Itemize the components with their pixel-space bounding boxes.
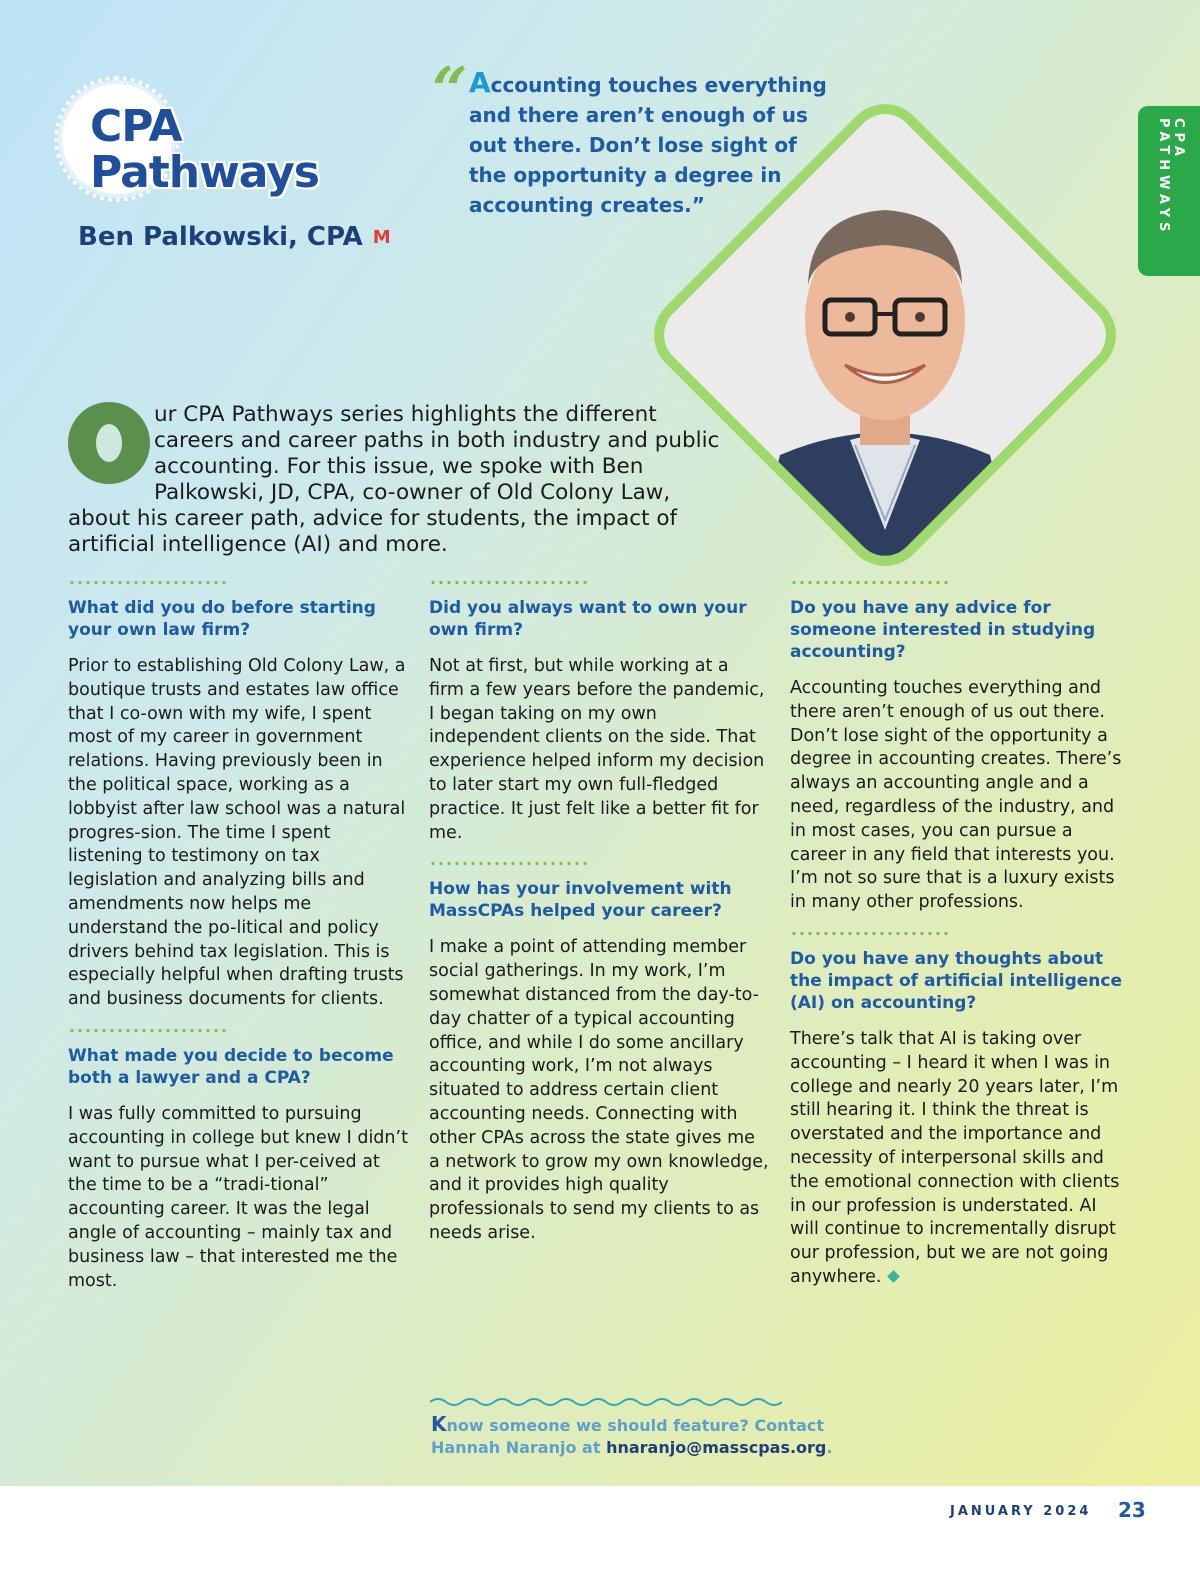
- question-heading: What did you do before starting your own law firm?: [68, 598, 376, 640]
- dotted-divider: [790, 580, 950, 585]
- question-heading: Did you always want to own your own firm?: [429, 598, 747, 640]
- intro-drop-cap: [68, 402, 150, 484]
- question-heading: Do you have any advice for someone interested in studying accounting?: [790, 598, 1096, 662]
- answer-paragraph: I was fully committed to pursuing accounting in college but knew I didn’t want to pursue what I per-ceived at the time to be a “tradi-tional” accounting career. It was the legal angle of accounting – mainly tax and business law – that interested me the most.: [68, 1103, 408, 1291]
- section-tab: [1138, 106, 1200, 276]
- column-2: [429, 580, 769, 1262]
- answer-text: There’s talk that AI is taking over accounting – I heard it when I was in college and nearly 20 years later, I’m still hearing it. I think the threat is overstated and the importance and necessity of interpersonal skills and the emotional connection with clients in our profession is understated. AI will continue to incrementally disrupt our profession, but we are not going anywhere.: [790, 1028, 1120, 1287]
- answer-paragraph: Prior to establishing Old Colony Law, a boutique trusts and estates law office that I co-own with my wife, I spent most of my career in government relations. Having previously been in the political space, working as a lobbyist after law school was a natural progres-sion. The time I spent listening to testimony on tax legislation and analyzing bills and amendments now helps me understand the po-litical and policy drivers behind tax legislation. This is especially helpful when drafting trusts and business documents for clients.: [68, 656, 406, 1010]
- feature-note-trailing: .: [826, 1438, 833, 1457]
- member-mark-icon: M: [372, 227, 391, 248]
- feature-note-text: now someone we should feature? Contact Hannah Naranjo at: [431, 1416, 825, 1457]
- title-line-1: CPA: [90, 101, 182, 152]
- pull-quote-text: ccounting touches everything and there aren’t enough of us out there. Don’t lose sight of the opportunity a degree in accounting creates.”: [469, 73, 827, 217]
- dotted-divider: [429, 580, 589, 585]
- author-name: [78, 222, 391, 252]
- column-1: [68, 580, 408, 1309]
- title-line-2: Pathways: [90, 147, 319, 198]
- dotted-divider: [68, 1028, 228, 1033]
- dotted-divider: [68, 580, 228, 585]
- contact-email-link[interactable]: hnaranjo@masscpas.org: [606, 1438, 827, 1457]
- end-mark-icon: [888, 1271, 901, 1284]
- dotted-divider: [429, 861, 589, 866]
- pull-quote-drop-letter: A: [469, 66, 491, 99]
- feature-contact-note: [431, 1413, 851, 1459]
- answer-paragraph: [790, 1028, 1130, 1290]
- question-heading: What made you decide to become both a lawyer and a CPA?: [68, 1045, 394, 1088]
- issue-date: JANUARY 2024: [950, 1504, 1092, 1519]
- question-heading: How has your involvement with MassCPAs helped your career?: [429, 879, 732, 922]
- intro-paragraph: [68, 402, 728, 558]
- dotted-divider: [790, 931, 950, 936]
- wave-divider: [430, 1396, 782, 1408]
- answer-paragraph: I make a point of attending member social gatherings. In my work, I’m somewhat distanced from the day-to-day chatter of a typical accounting office, and while I do some ancillary accounting work, I’m not always situated to address certain client accounting needs. Connecting with other CPAs across the state gives me a network to grow my own knowledge, and it provides high quality professionals to send my clients to as needs arise.: [429, 937, 769, 1243]
- open-quote-icon: “: [432, 53, 468, 126]
- answer-paragraph: Not at first, but while working at a firm a few years before the pandemic, I began taking on my own independent clients on the side. That experience helped inform my decision to later start my own full-fledged practice. It just felt like a better fit for me.: [429, 656, 765, 843]
- page-title: [90, 101, 319, 198]
- page-number: 23: [1118, 1498, 1146, 1522]
- question-heading: Do you have any thoughts about the impact of artificial intelligence (AI) on accounting?: [790, 948, 1122, 1013]
- column-3: [790, 580, 1130, 1306]
- answer-paragraph: Accounting touches everything and there aren’t enough of us out there. Don’t lose sight of the opportunity a degree in accounting creates. There’s always an accounting angle and a need, regardless of the industry, and in most cases, you can pursue a career in any field that interests you. I’m not so sure that is a luxury exists in many other professions.: [790, 678, 1122, 913]
- author-name-text: Ben Palkowski, CPA: [78, 222, 363, 252]
- intro-text: ur CPA Pathways series highlights the different careers and career paths in both industry and public accounting. For this issue, we spoke with Ben Palkowski, JD, CPA, co-owner of Old Colony Law, about his career path, advice for students, the impact of artificial intelligence (AI) and more.: [68, 402, 720, 557]
- feature-note-drop-letter: K: [431, 1412, 447, 1436]
- section-tab-label: CPA PATHWAYS: [1156, 118, 1186, 237]
